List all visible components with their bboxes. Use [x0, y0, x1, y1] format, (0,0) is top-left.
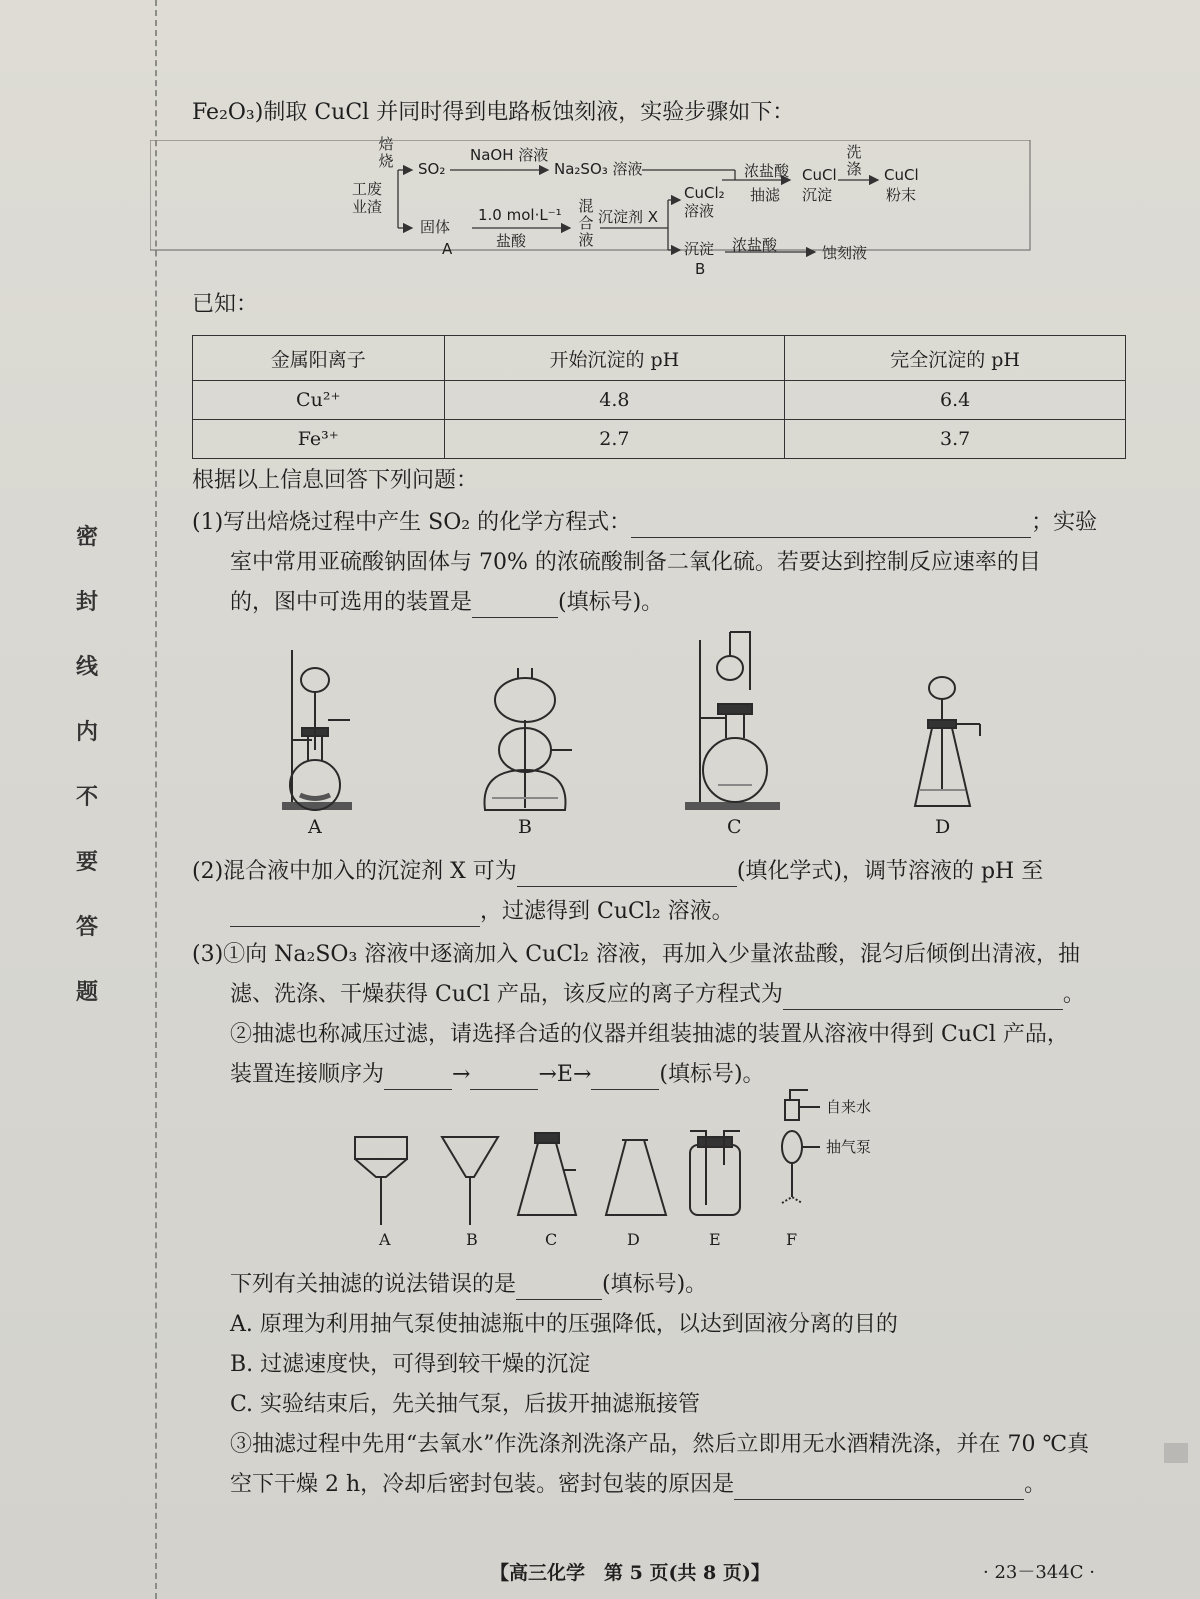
- answer-intro: 根据以上信息回答下列问题：: [192, 468, 479, 493]
- seal-char: 封: [75, 590, 98, 615]
- q3-line2: [230, 980, 1085, 1010]
- apparatus-label: E: [709, 1230, 721, 1249]
- table-cell: 3.7: [785, 420, 1126, 459]
- table-cell: 2.7: [444, 420, 785, 459]
- flow-hcl: 盐酸: [496, 232, 527, 250]
- flow-solid-a: 固体: [420, 218, 451, 236]
- apparatus-a: [282, 650, 352, 810]
- q3-line5: [230, 1270, 707, 1300]
- q3-line3: ②抽滤也称减压过滤，请选择合适的仪器并组装抽滤的装置从溶液中得到 CuCl 产品，: [230, 1022, 1069, 1047]
- q3-line6: ③抽滤过程中先用“去氧水”作洗涤剂洗涤产品，然后立即用无水酒精洗涤，并在 70 ℃真: [230, 1432, 1090, 1457]
- seal-char: 题: [75, 980, 98, 1005]
- q2-text-end: ，过滤得到 CuCl₂ 溶液。: [480, 899, 734, 924]
- apparatus-b: [485, 668, 573, 810]
- tap-water-label: 自来水: [826, 1098, 872, 1116]
- q2-line1: [192, 857, 1043, 887]
- q1-line3: [230, 588, 663, 618]
- answer-blank[interactable]: [734, 1477, 1024, 1500]
- apparatus-d: [915, 677, 980, 806]
- answer-blank[interactable]: [472, 595, 558, 618]
- table-cell: Cu²⁺: [193, 381, 445, 420]
- q3-text: 滤、洗涤、干燥获得 CuCl 产品，该反应的离子方程式为: [230, 982, 783, 1007]
- conical-flask: [606, 1140, 666, 1215]
- apparatus-label: F: [786, 1230, 798, 1249]
- flow-roast: 焙烧: [378, 135, 394, 170]
- glass-funnel: [442, 1137, 498, 1225]
- q3-text: 下列有关抽滤的说法错误的是: [230, 1272, 517, 1297]
- q2-text-end: (填化学式)，调节溶液的 pH 至: [736, 859, 1044, 884]
- suction-flask: [518, 1133, 576, 1215]
- seal-notice: [62, 520, 112, 1006]
- flow-hcl-conc: 1.0 mol·L⁻¹: [478, 206, 562, 224]
- seal-char: 不: [75, 785, 98, 810]
- flow-naoh: NaOH 溶液: [470, 146, 549, 164]
- pump-label: 抽气泵: [826, 1138, 872, 1156]
- apparatus-label: D: [627, 1230, 640, 1249]
- apparatus-label: B: [466, 1230, 478, 1249]
- seal-char: 内: [75, 720, 98, 745]
- intro-line: Fe₂O₃)制取 CuCl 并同时得到电路板蚀刻液，实验步骤如下：: [192, 100, 795, 125]
- q1-text-end: (填标号)。: [558, 590, 664, 615]
- flow-precip-b: B: [695, 260, 706, 278]
- q1-text: 的，图中可选用的装置是: [230, 590, 473, 615]
- precipitation-ph-table: [192, 335, 1126, 459]
- flow-powder: 粉末: [886, 186, 917, 204]
- table-cell: Fe³⁺: [193, 420, 445, 459]
- seal-char: 密: [75, 525, 98, 550]
- table-header: 完全沉淀的 pH: [785, 336, 1126, 381]
- flow-etch: 蚀刻液: [822, 244, 868, 262]
- answer-blank[interactable]: [517, 864, 737, 887]
- paper-code: · 23－344C ·: [983, 1562, 1095, 1583]
- q1-text-end: ；实验: [1031, 510, 1098, 535]
- flow-cucl2-sol: 溶液: [684, 202, 715, 220]
- q1-line1: [192, 508, 1097, 538]
- apparatus-c: [685, 632, 780, 810]
- flow-conc-hcl-2: 浓盐酸: [732, 236, 778, 254]
- apparatus-label: B: [518, 816, 532, 838]
- flow-so2: SO₂: [418, 160, 446, 178]
- apparatus-label: A: [308, 816, 322, 838]
- flow-conc-hcl-1: 浓盐酸: [744, 162, 790, 180]
- flow-start: 工废业渣: [352, 180, 383, 216]
- arrow-e: →E→: [538, 1062, 592, 1087]
- table-cell: 6.4: [785, 381, 1126, 420]
- q2-line2: [230, 897, 734, 927]
- buchner-funnel: [355, 1137, 407, 1225]
- arrow: →: [452, 1062, 471, 1087]
- process-flowchart: [150, 135, 1050, 280]
- flow-precip: 沉淀: [684, 240, 715, 258]
- table-header: 开始沉淀的 pH: [444, 336, 785, 381]
- table-header: 金属阳离子: [193, 336, 445, 381]
- flow-mix: 混合液: [578, 197, 594, 249]
- flow-wash: 洗涤: [846, 143, 862, 178]
- answer-blank[interactable]: [230, 904, 480, 927]
- answer-blank[interactable]: [516, 1277, 602, 1300]
- table-row: [193, 420, 1126, 459]
- apparatus-label: C: [727, 816, 742, 838]
- q2-text: (2)混合液中加入的沉淀剂 X 可为: [192, 859, 517, 884]
- answer-blank[interactable]: [783, 987, 1063, 1010]
- gas-washing-bottle: [690, 1131, 740, 1215]
- q1-text: (1)写出焙烧过程中产生 SO₂ 的化学方程式：: [192, 510, 632, 535]
- seal-char: 要: [75, 850, 98, 875]
- flow-solid-a-label: A: [442, 240, 453, 258]
- flow-na2so3: Na₂SO₃ 溶液: [554, 160, 643, 178]
- seal-char: 线: [75, 655, 98, 680]
- q3-text: 空下干燥 2 h，冷却后密封包装。密封包装的原因是: [230, 1472, 735, 1497]
- filter-apparatus-figure: [350, 1085, 870, 1235]
- table-header-row: [193, 336, 1126, 381]
- flow-cucl: CuCl: [802, 166, 837, 184]
- seal-char: 答: [75, 915, 98, 940]
- apparatus-label: C: [545, 1230, 558, 1249]
- flow-agent: 沉淀剂 X: [598, 208, 659, 226]
- q3-text-end: 。: [1024, 1472, 1047, 1497]
- option-a: A. 原理为利用抽气泵使抽滤瓶中的压强降低，以达到固液分离的目的: [230, 1312, 898, 1337]
- q3-text-end: 。: [1062, 982, 1085, 1007]
- table-cell: 4.8: [444, 381, 785, 420]
- q3-text-end: (填标号)。: [602, 1272, 708, 1297]
- q3-line7: [230, 1470, 1046, 1500]
- option-c: C. 实验结束后，先关抽气泵，后拔开抽滤瓶接管: [230, 1392, 701, 1417]
- flow-suction: 抽滤: [750, 186, 781, 204]
- edge-mark: [1164, 1443, 1188, 1463]
- option-b: B. 过滤速度快，可得到较干燥的沉淀: [230, 1352, 591, 1377]
- flow-cucl-precip: 沉淀: [802, 186, 833, 204]
- known-label: 已知：: [192, 292, 259, 317]
- q3-text: 装置连接顺序为: [230, 1062, 385, 1087]
- apparatus-label: A: [379, 1230, 391, 1249]
- q3-line1: (3)①向 Na₂SO₃ 溶液中逐滴加入 CuCl₂ 溶液，再加入少量浓盐酸，混匀后倾倒出清液，抽: [192, 942, 1080, 967]
- water-aspirator: [782, 1090, 820, 1203]
- flow-cucl2: CuCl₂: [684, 184, 725, 202]
- apparatus-label: D: [935, 816, 951, 838]
- answer-blank[interactable]: [631, 515, 1031, 538]
- flow-cucl-powder: CuCl: [884, 166, 919, 184]
- page-footer: 【高三化学 第 5 页(共 8 页)】: [490, 1562, 770, 1584]
- q1-line2: 室中常用亚硫酸钠固体与 70% 的浓硫酸制备二氧化硫。若要达到控制反应速率的目: [230, 550, 1041, 575]
- q3-text-end: (填标号)。: [659, 1062, 765, 1087]
- table-row: [193, 381, 1126, 420]
